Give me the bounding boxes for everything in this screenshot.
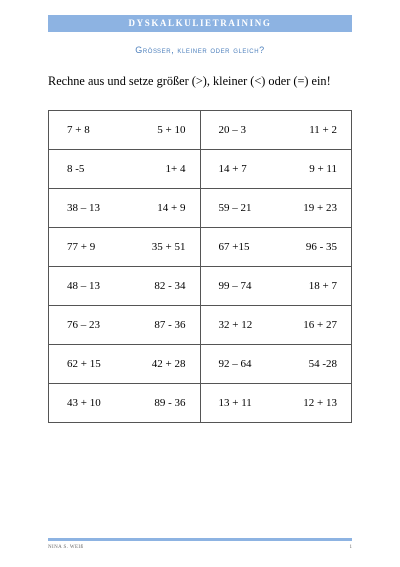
page-subtitle: Größer, kleiner oder gleich? bbox=[135, 45, 265, 55]
exercise-cell bbox=[200, 306, 352, 345]
exercise-cell bbox=[200, 189, 352, 228]
exercise-cell bbox=[200, 228, 352, 267]
left-expression: 67 +15 bbox=[218, 241, 250, 253]
left-expression: 92 – 64 bbox=[218, 358, 252, 370]
header-title: DYSKALKULIETRAINING bbox=[128, 18, 272, 28]
comparison-pair bbox=[207, 280, 346, 292]
right-expression: 96 - 35 bbox=[305, 241, 337, 253]
comparison-pair bbox=[55, 280, 194, 292]
left-expression: 59 – 21 bbox=[218, 202, 252, 214]
exercise-cell bbox=[200, 150, 352, 189]
right-expression: 82 - 34 bbox=[154, 280, 186, 292]
comparison-pair bbox=[207, 124, 346, 136]
right-expression: 5 + 10 bbox=[157, 124, 186, 136]
left-expression: 8 -5 bbox=[67, 163, 85, 175]
left-expression: 76 – 23 bbox=[67, 319, 100, 331]
table-row bbox=[49, 345, 352, 384]
comparison-pair bbox=[55, 319, 194, 331]
right-expression: 9 + 11 bbox=[309, 163, 337, 175]
left-expression: 7 + 8 bbox=[67, 124, 90, 136]
left-expression: 48 – 13 bbox=[67, 280, 100, 292]
right-expression: 18 + 7 bbox=[308, 280, 337, 292]
table-row bbox=[49, 306, 352, 345]
right-expression: 12 + 13 bbox=[303, 397, 337, 409]
exercise-cell bbox=[200, 111, 352, 150]
header-bar bbox=[48, 15, 352, 32]
exercise-table bbox=[48, 110, 352, 423]
comparison-pair bbox=[207, 358, 346, 370]
exercise-cell bbox=[49, 150, 201, 189]
table-row bbox=[49, 150, 352, 189]
left-expression: 77 + 9 bbox=[67, 241, 96, 253]
left-expression: 13 + 11 bbox=[218, 397, 252, 409]
exercise-cell bbox=[49, 189, 201, 228]
left-expression: 14 + 7 bbox=[218, 163, 247, 175]
comparison-pair bbox=[55, 358, 194, 370]
comparison-pair bbox=[55, 124, 194, 136]
right-expression: 89 - 36 bbox=[154, 397, 186, 409]
left-expression: 99 – 74 bbox=[218, 280, 252, 292]
exercise-cell bbox=[49, 306, 201, 345]
comparison-pair bbox=[55, 241, 194, 253]
comparison-pair bbox=[207, 241, 346, 253]
footer-page-number: 1 bbox=[349, 545, 352, 550]
right-expression: 54 -28 bbox=[308, 358, 337, 370]
right-expression: 14 + 9 bbox=[157, 202, 186, 214]
right-expression: 42 + 28 bbox=[151, 358, 186, 370]
right-expression: 16 + 27 bbox=[303, 319, 337, 331]
left-expression: 62 + 15 bbox=[67, 358, 101, 370]
left-expression: 43 + 10 bbox=[67, 397, 101, 409]
table-row bbox=[49, 267, 352, 306]
exercise-cell bbox=[49, 267, 201, 306]
table-row bbox=[49, 228, 352, 267]
comparison-pair bbox=[207, 319, 346, 331]
right-expression: 11 + 2 bbox=[309, 124, 337, 136]
comparison-pair bbox=[55, 397, 194, 409]
exercise-cell bbox=[200, 345, 352, 384]
left-expression: 20 – 3 bbox=[218, 124, 246, 136]
exercise-cell bbox=[49, 345, 201, 384]
exercise-cell bbox=[200, 267, 352, 306]
left-expression: 32 + 12 bbox=[218, 319, 253, 331]
comparison-pair bbox=[207, 202, 346, 214]
exercise-cell bbox=[49, 111, 201, 150]
comparison-pair bbox=[55, 202, 194, 214]
footer-line bbox=[48, 538, 352, 541]
comparison-pair bbox=[207, 397, 346, 409]
instruction-text: Rechne aus und setze größer (>), kleiner (<) oder (=) ein! bbox=[48, 74, 331, 88]
exercise-cell bbox=[200, 384, 352, 423]
right-expression: 1+ 4 bbox=[165, 163, 186, 175]
table-row bbox=[49, 189, 352, 228]
comparison-pair bbox=[55, 163, 194, 175]
table-row bbox=[49, 111, 352, 150]
exercise-cell bbox=[49, 384, 201, 423]
right-expression: 87 - 36 bbox=[154, 319, 186, 331]
table-row bbox=[49, 384, 352, 423]
footer-author: NINA S. WEIß bbox=[48, 545, 84, 550]
comparison-pair bbox=[207, 163, 346, 175]
exercise-cell bbox=[49, 228, 201, 267]
left-expression: 38 – 13 bbox=[67, 202, 100, 214]
right-expression: 19 + 23 bbox=[303, 202, 337, 214]
right-expression: 35 + 51 bbox=[151, 241, 186, 253]
